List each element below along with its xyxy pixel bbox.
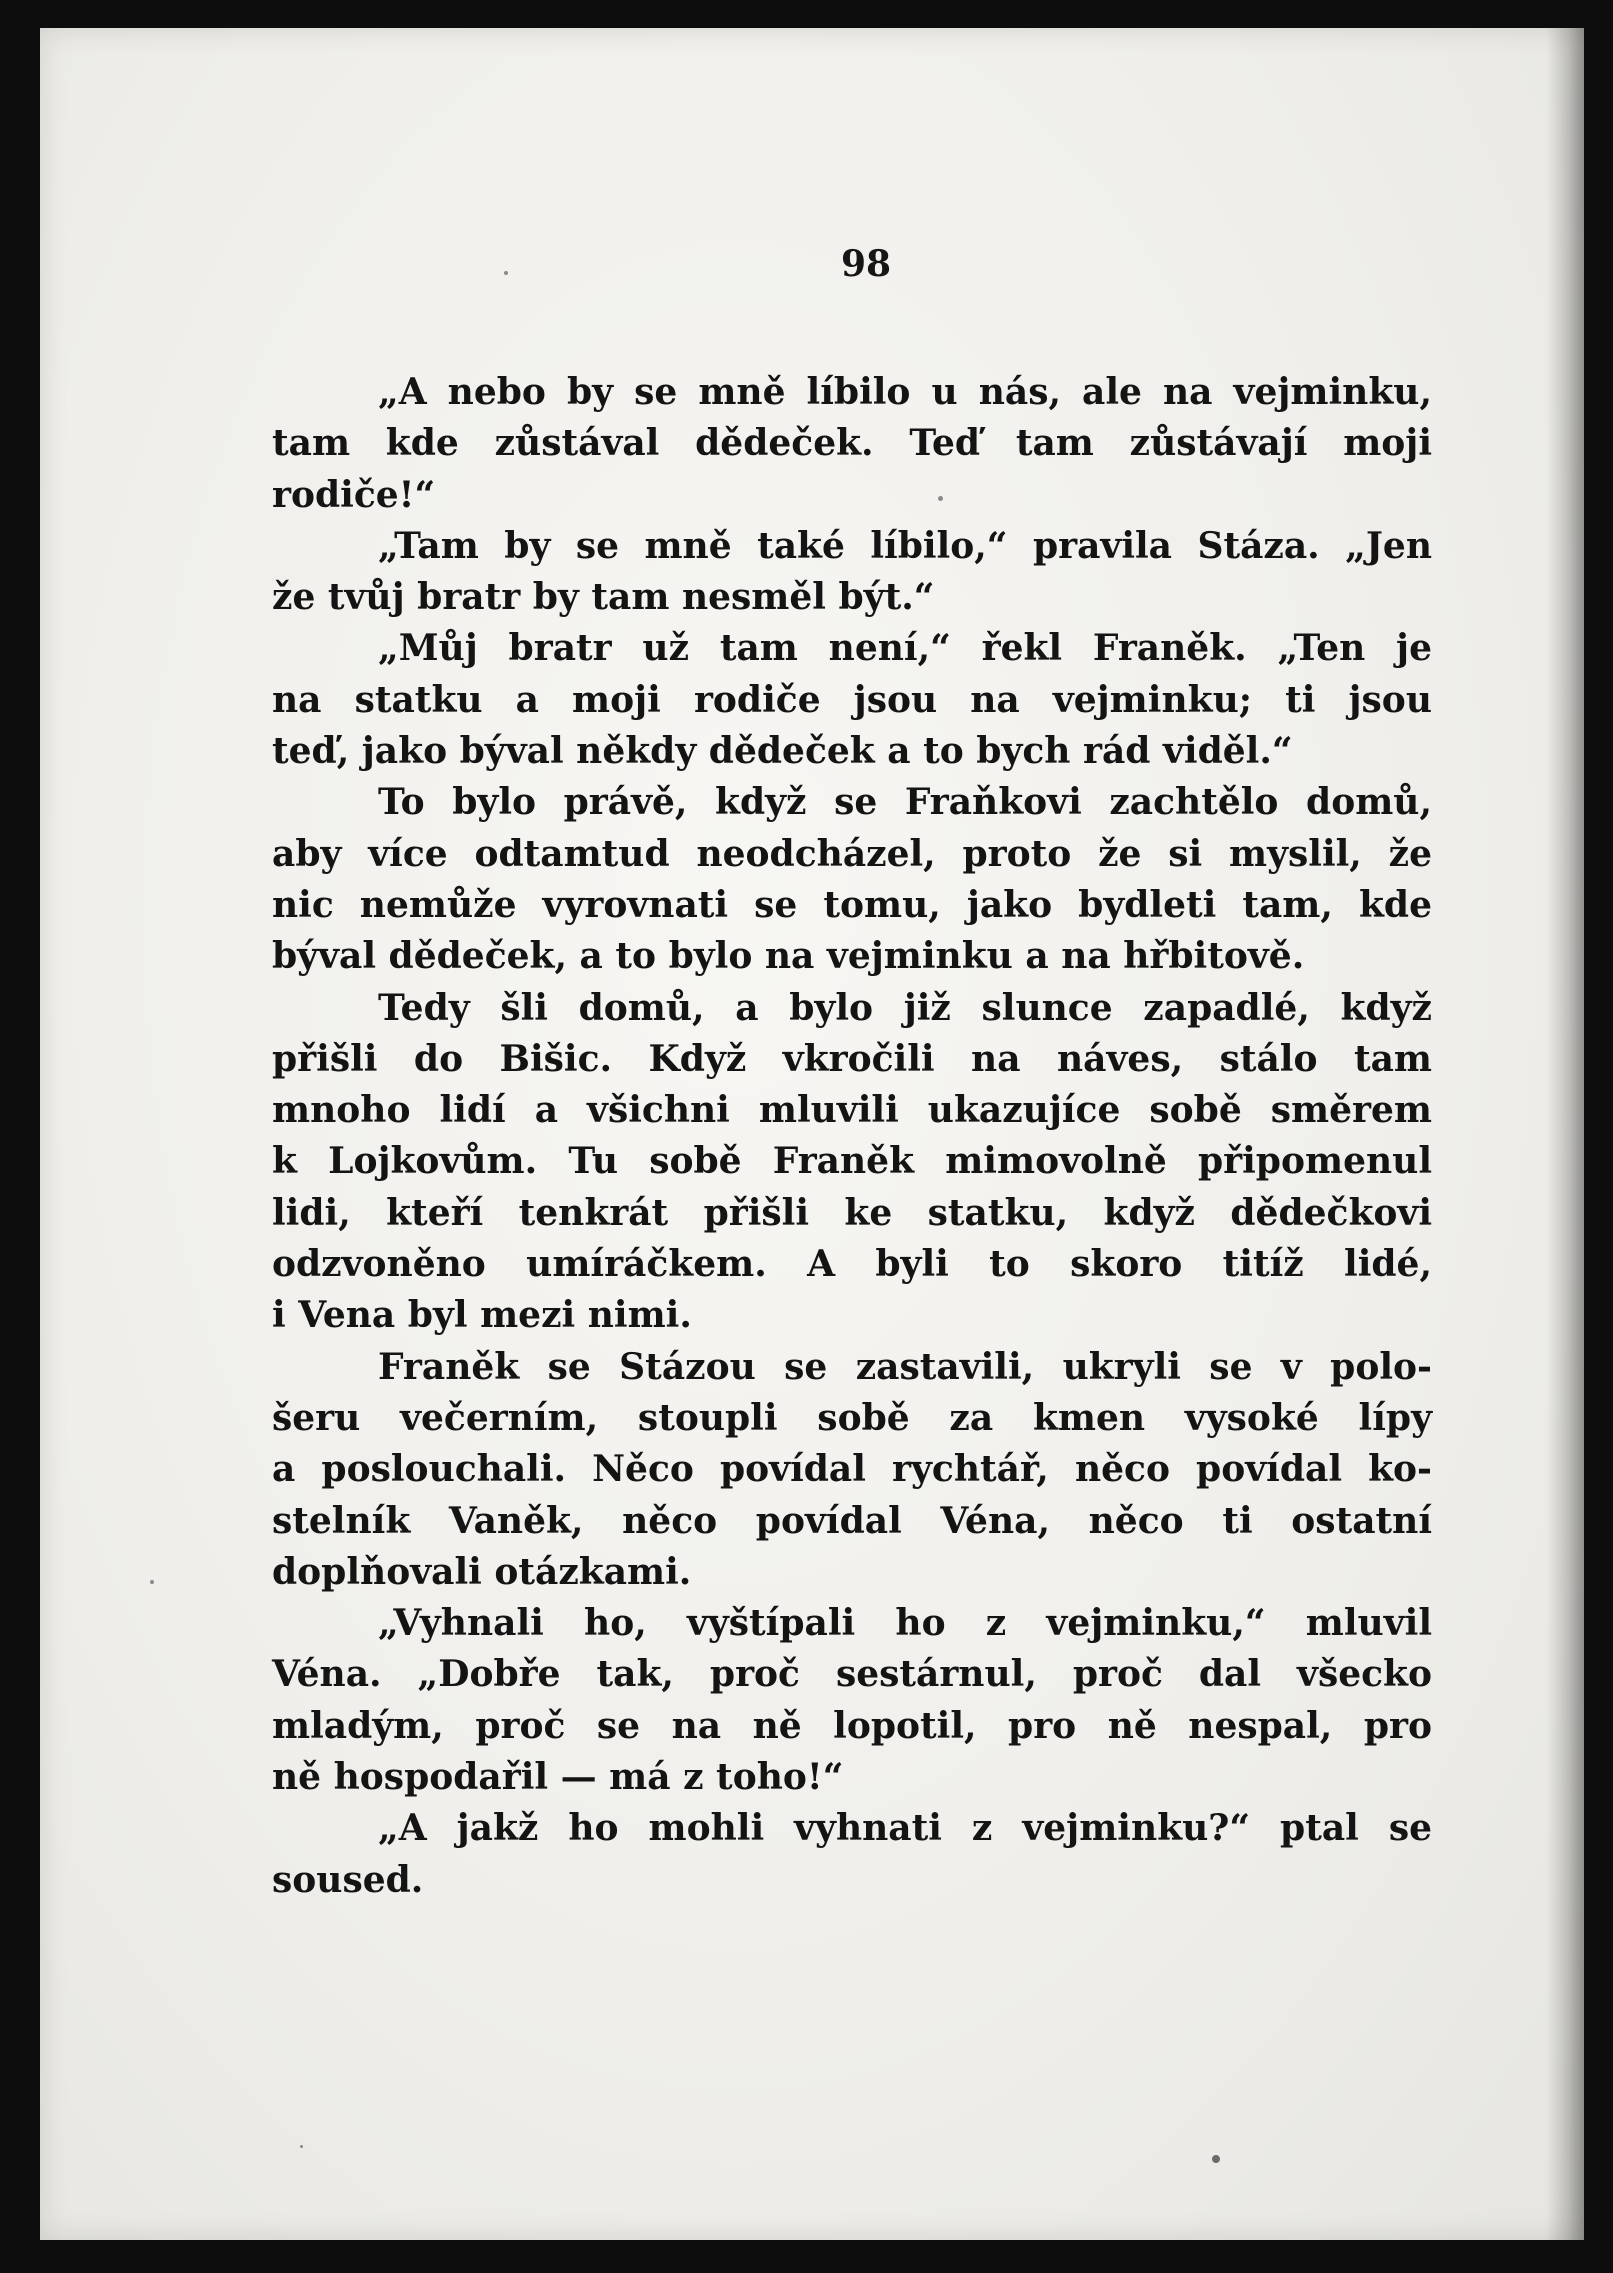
text-line: na statku a moji rodiče jsou na vejminku; ti jsou <box>272 678 1432 721</box>
dust-speck <box>1212 2155 1220 2163</box>
text-line: doplňovali otázkami. <box>272 1550 692 1593</box>
text-line: stelník Vaněk, něco povídal Véna, něco ti ostatní <box>272 1499 1432 1542</box>
text-line: Véna. „Dobře tak, proč sestárnul, proč dal všecko <box>272 1653 1432 1696</box>
dust-speck <box>938 496 943 501</box>
text-line: přišli do Bišic. Když vkročili na náves, stálo tam <box>272 1037 1432 1080</box>
body-text <box>272 367 1432 1906</box>
text-line: k Lojkovům. Tu sobě Franěk mimovolně připomenul <box>272 1140 1432 1183</box>
page-number: 98 <box>840 243 892 285</box>
text-line: aby více odtamtud neodcházel, proto že si myslil, že <box>272 832 1432 875</box>
text-line: a poslouchali. Něco povídal rychtář, něco povídal ko- <box>272 1448 1432 1491</box>
text-line: tam kde zůstával dědeček. Teď tam zůstávají moji <box>272 422 1432 465</box>
text-line: býval dědeček, a to bylo na vejminku a na hřbitově. <box>272 935 1305 978</box>
dust-speck <box>504 271 508 275</box>
text-line: že tvůj bratr by tam nesměl být.“ <box>272 576 935 619</box>
text-line: lidi, kteří tenkrát přišli ke statku, když dědečkovi <box>272 1191 1432 1234</box>
text-line: To bylo právě, když se Fraňkovi zachtělo domů, <box>378 781 1432 824</box>
text-line: Franěk se Stázou se zastavili, ukryli se v polo- <box>378 1345 1432 1388</box>
text-line: teď, jako býval někdy dědeček a to bych rád viděl.“ <box>272 730 1293 773</box>
text-line: odzvoněno umíráčkem. A byli to skoro titíž lidé, <box>272 1243 1432 1286</box>
text-line: „Vyhnali ho, vyštípali ho z vejminku,“ mluvil <box>378 1602 1432 1645</box>
text-line: mladým, proč se na ně lopotil, pro ně nespal, pro <box>272 1704 1432 1747</box>
text-line: rodiče!“ <box>272 473 436 516</box>
dust-speck <box>150 1580 154 1584</box>
text-line: šeru večerním, stoupli sobě za kmen vysoké lípy <box>272 1396 1432 1439</box>
text-line: Tedy šli domů, a bylo již slunce zapadlé, když <box>378 986 1432 1029</box>
text-line: mnoho lidí a všichni mluvili ukazujíce sobě směrem <box>272 1089 1432 1132</box>
page-edge-shadow <box>1546 28 1584 2240</box>
text-line: soused. <box>272 1858 424 1901</box>
text-line: nic nemůže vyrovnati se tomu, jako bydleti tam, kde <box>272 883 1432 926</box>
text-line: „Můj bratr už tam není,“ řekl Franěk. „Ten je <box>378 627 1432 670</box>
text-line: „A nebo by se mně líbilo u nás, ale na vejminku, <box>378 371 1432 413</box>
text-line: i Vena byl mezi nimi. <box>272 1294 692 1337</box>
dust-speck <box>300 2145 303 2148</box>
text-line: „Tam by se mně také líbilo,“ pravila Stáza. „Jen <box>378 524 1432 567</box>
text-line: „A jakž ho mohli vyhnati z vejminku?“ ptal se <box>378 1807 1432 1850</box>
text-line: ně hospodařil — má z toho!“ <box>272 1756 844 1799</box>
